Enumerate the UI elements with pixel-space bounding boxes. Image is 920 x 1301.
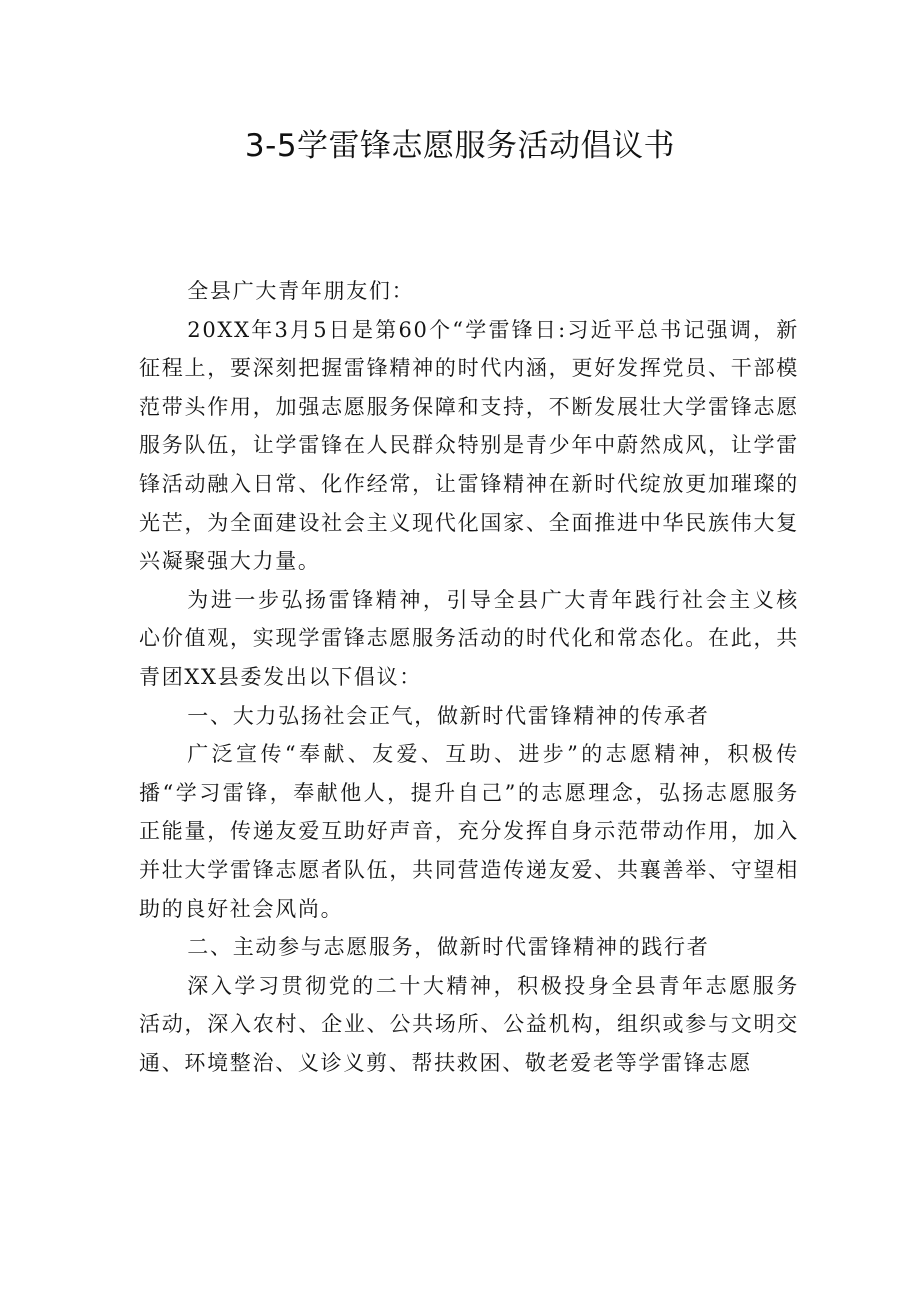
document-body [139, 272, 799, 1082]
paragraph-section-1: 广泛宣传“奉献、友爱、互助、进步”的志愿精神，积极传播“学习雷锋，奉献他人，提升自己”的志愿理念，弘扬志愿服务正能量，传递友爱互助好声音，充分发挥自身示范带动作用，加入并壮大学雷锋志愿者队伍，共同营造传递友爱、共襄善举、守望相助的良好社会风尚。 [139, 742, 799, 921]
section-heading-2: 二、主动参与志愿服务，做新时代雷锋精神的践行者 [187, 935, 710, 960]
document-title: 3-5学雷锋志愿服务活动倡议书 [244, 128, 676, 164]
paragraph-section-2: 深入学习贯彻党的二十大精神，积极投身全县青年志愿服务活动，深入农村、企业、公共场所、公益机构，组织或参与文明交通、环境整治、义诊义剪、帮扶救困、敬老爱老等学雷锋志愿 [139, 973, 799, 1075]
salutation: 全县广大青年朋友们： [187, 279, 415, 303]
paragraph-intro: 20XX年3月5日是第60个“学雷锋日:习近平总书记强调，新征程上，要深刻把握雷锋精神的时代内涵，更好发挥党员、干部模范带头作用，加强志愿服务保障和支持，不断发展壮大学雷锋志愿服务队伍，让学雷锋在人民群众特别是青少年中蔚然成风，让学雷锋活动融入日常、化作经常，让雷锋精神在新时代绽放更加璀璨的光芒，为全面建设社会主义现代化国家、全面推进中华民族伟大复兴凝聚强大力量。 [139, 317, 799, 574]
paragraph-purpose: 为进一步弘扬雷锋精神，引导全县广大青年践行社会主义核心价值观，实现学雷锋志愿服务活动的时代化和常态化。在此，共青团XX县委发出以下倡议： [139, 587, 799, 689]
section-heading-1: 一、大力弘扬社会正气，做新时代雷锋精神的传承者 [187, 703, 710, 728]
